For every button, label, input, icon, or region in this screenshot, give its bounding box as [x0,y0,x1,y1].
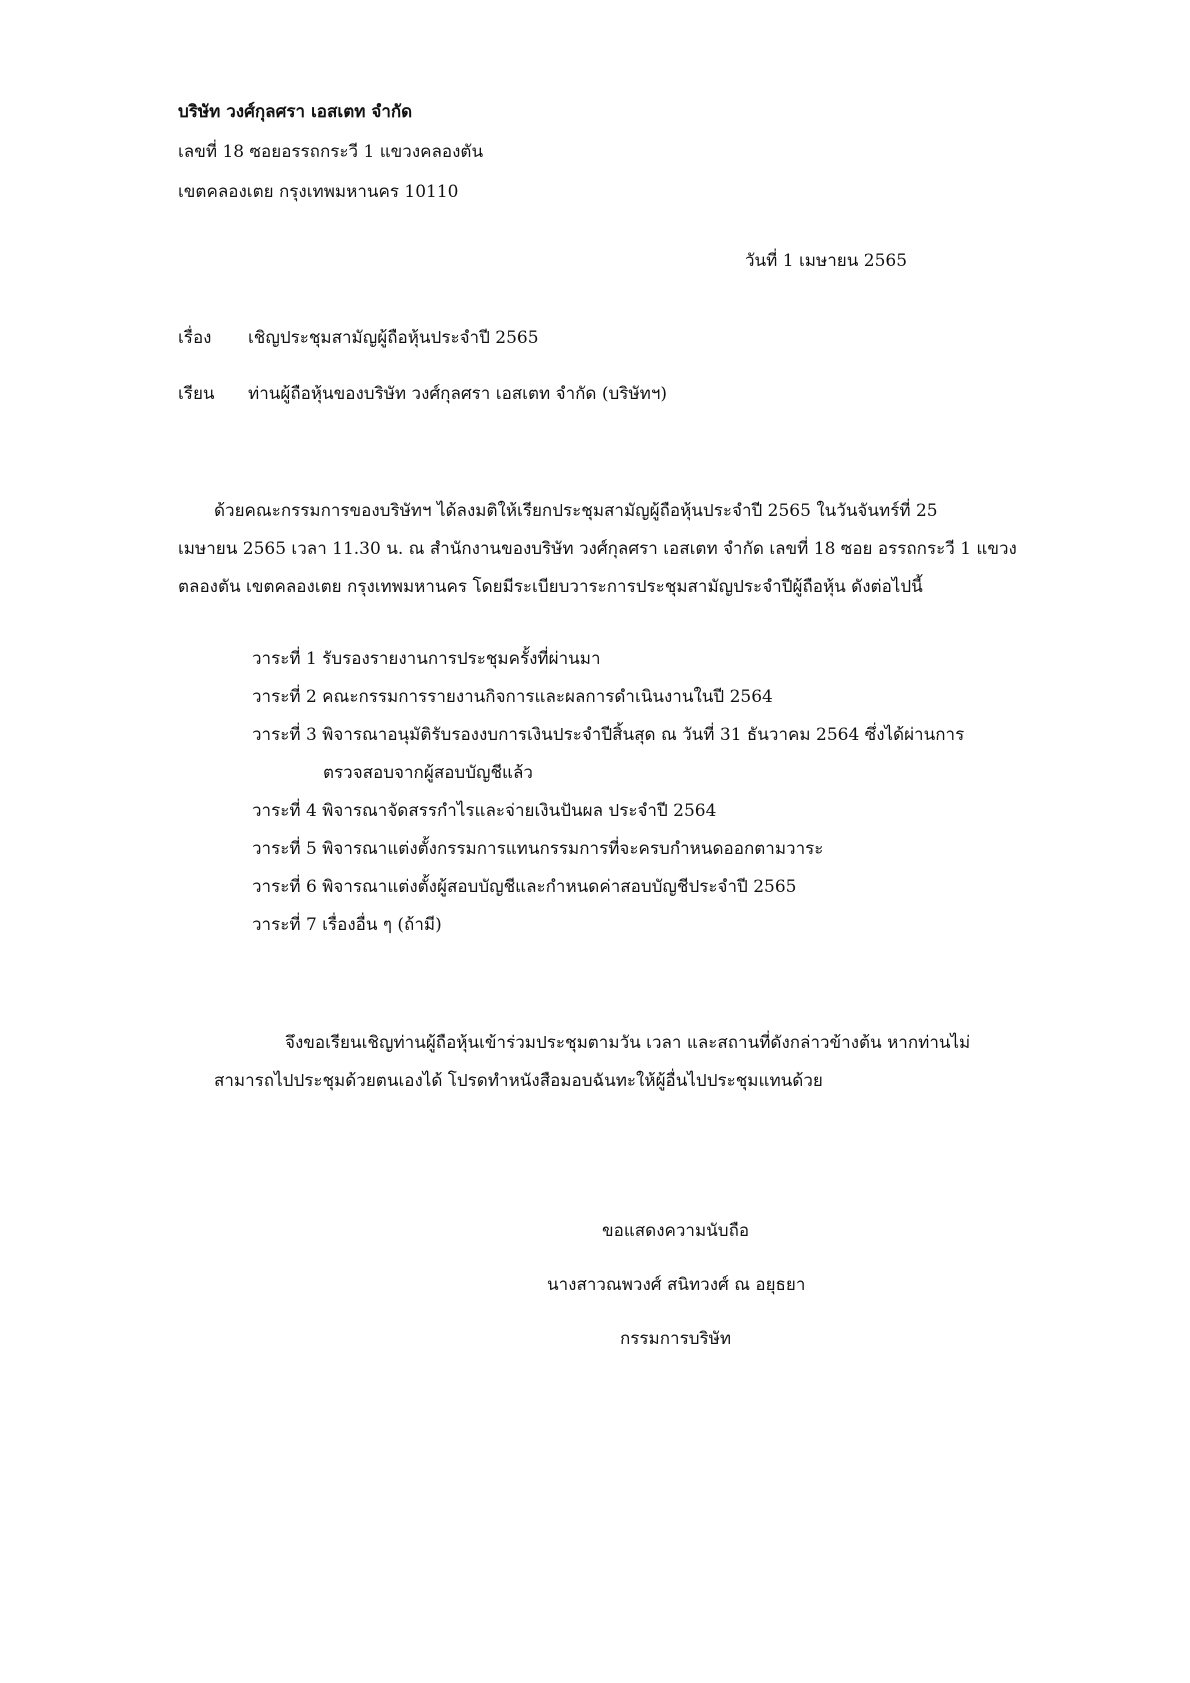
agenda-item-3-continuation: ตรวจสอบจากผู้สอบบัญชีแล้ว [323,763,533,783]
recipient-text: ท่านผู้ถือหุ้นของบริษัท วงศ์กุลศรา เอสเตท จำกัด (บริษัทฯ) [248,384,667,404]
signature-name: นางสาวณพวงศ์ สนิทวงศ์ ณ อยุธยา [547,1275,806,1295]
subject-label: เรื่อง [178,328,212,348]
agenda-item-7: วาระที่ 7 เรื่องอื่น ๆ (ถ้ามี) [252,915,442,935]
closing-line-1: จึงขอเรียนเชิญท่านผู้ถือหุ้นเข้าร่วมประชุมตามวัน เวลา และสถานที่ดังกล่าวข้างต้น หากท่านไม่ [285,1033,971,1053]
body-paragraph-line-1: ด้วยคณะกรรมการของบริษัทฯ ได้ลงมติให้เรียกประชุมสามัญผู้ถือหุ้นประจำปี 2565 ในวันจันทร์ที่ 25 [214,501,938,521]
agenda-item-5: วาระที่ 5 พิจารณาแต่งตั้งกรรมการแทนกรรมการที่จะครบกำหนดออกตามวาระ [252,839,824,859]
address-line-2: เขตคลองเตย กรุงเทพมหานคร 10110 [178,182,459,202]
agenda-item-4: วาระที่ 4 พิจารณาจัดสรรกำไรและจ่ายเงินปันผล ประจำปี 2564 [252,801,717,821]
agenda-item-3: วาระที่ 3 พิจารณาอนุมัติรับรองงบการเงินประจำปีสิ้นสุด ณ วันที่ 31 ธันวาคม 2564 ซึ่งได้ผ่านการ [252,725,965,745]
recipient-label: เรียน [178,384,215,404]
body-paragraph-line-3: ตลองตัน เขตคลองเตย กรุงเทพมหานคร โดยมีระเบียบวาระการประชุมสามัญประจำปีผู้ถือหุ้น ดังต่อไปนี้ [178,577,923,597]
body-paragraph-line-2: เมษายน 2565 เวลา 11.30 น. ณ สำนักงานของบริษัท วงศ์กุลศรา เอสเตท จำกัด เลขที่ 18 ซอย อรรถกระวี 1 แขวง [178,539,1017,559]
signature-title: กรรมการบริษัท [620,1329,732,1349]
agenda-item-6: วาระที่ 6 พิจารณาแต่งตั้งผู้สอบบัญชีและกำหนดค่าสอบบัญชีประจำปี 2565 [252,877,797,897]
signature-salutation: ขอแสดงความนับถือ [602,1221,750,1241]
agenda-item-1: วาระที่ 1 รับรองรายงานการประชุมครั้งที่ผ่านมา [252,649,601,669]
agenda-item-2: วาระที่ 2 คณะกรรมการรายงานกิจการและผลการดำเนินงานในปี 2564 [252,687,773,707]
closing-line-2: สามารถไปประชุมด้วยตนเองได้ โปรดทำหนังสือมอบฉันทะให้ผู้อื่นไปประชุมแทนด้วย [214,1071,823,1091]
subject-text: เชิญประชุมสามัญผู้ถือหุ้นประจำปี 2565 [248,328,539,348]
letter-date: วันที่ 1 เมษายน 2565 [745,251,908,271]
company-name: บริษัท วงศ์กุลศรา เอสเตท จำกัด [178,102,413,122]
address-line-1: เลขที่ 18 ซอยอรรถกระวี 1 แขวงคลองตัน [178,142,484,162]
